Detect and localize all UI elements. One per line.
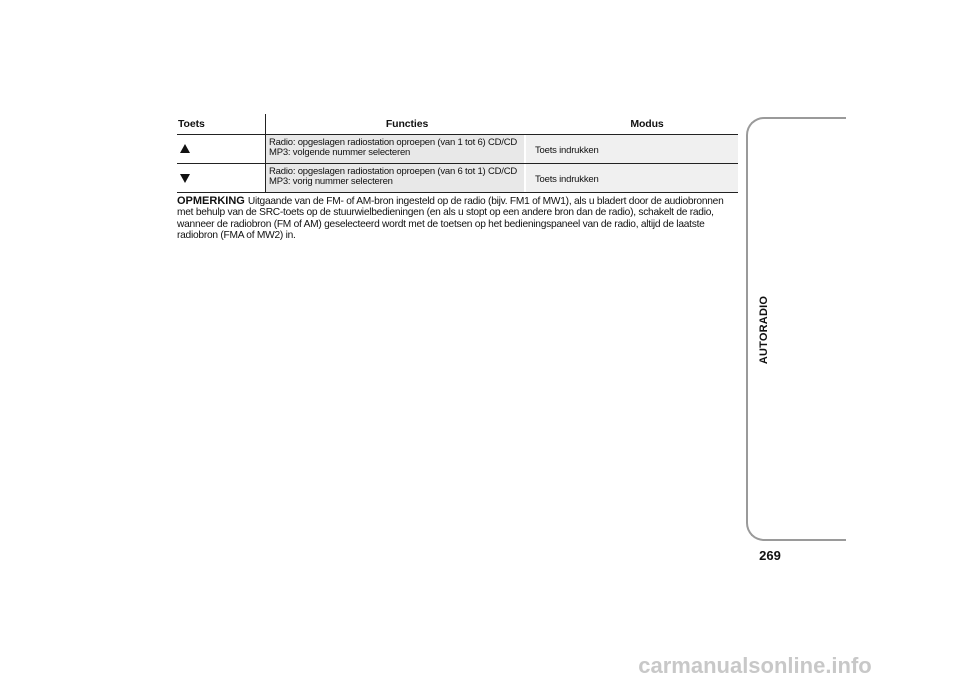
page-number: 269: [759, 548, 781, 563]
column-divider: [265, 114, 266, 134]
watermark-logo: [560, 652, 950, 680]
mode-cell: Toets indrukken: [526, 135, 738, 163]
table-row: [177, 164, 738, 193]
mode-cell: Toets indrukken: [526, 164, 738, 192]
controls-table: [177, 114, 738, 193]
section-label-text: AUTORADIO: [758, 295, 770, 365]
column-divider: [265, 135, 266, 163]
header-mode: Modus: [630, 118, 664, 130]
header-functions: Functies: [385, 118, 429, 130]
function-line: Radio: opgeslagen radiostation oproepen (van 6 tot 1) CD/CD: [269, 166, 518, 177]
note-label: OPMERKING: [177, 195, 245, 207]
note-text: Uitgaande van de FM- of AM-bron ingesteld op de radio (bijv. FM1 of MW1), als u bladert door de audiobronnen met behulp van de SRC-toets op de stuurwielbedieningen (en als u stopt op een andere bron dan de radio), schakelt de radio, wanneer de radiobron (FM of AM) geselecteerd wordt met de toetsen op het bedieningspaneel van de radio, altijd de laatste radiobron (FMA of MW2) in.: [177, 196, 724, 242]
table-header: [177, 114, 738, 135]
function-line: MP3: volgende nummer selecteren: [269, 147, 411, 158]
note-paragraph: [177, 196, 742, 242]
watermark-text: carmanualsonline.info: [638, 653, 872, 678]
column-divider: [265, 164, 266, 192]
triangle-down-icon: [179, 172, 191, 184]
function-cell: [265, 164, 524, 192]
table-row: [177, 135, 738, 164]
header-key: Toets: [178, 118, 205, 130]
function-line: Radio: opgeslagen radiostation oproepen (van 1 tot 6) CD/CD: [269, 137, 518, 148]
triangle-up-icon: [179, 143, 191, 155]
function-line: MP3: vorig nummer selecteren: [269, 176, 393, 187]
function-cell: [265, 135, 524, 163]
